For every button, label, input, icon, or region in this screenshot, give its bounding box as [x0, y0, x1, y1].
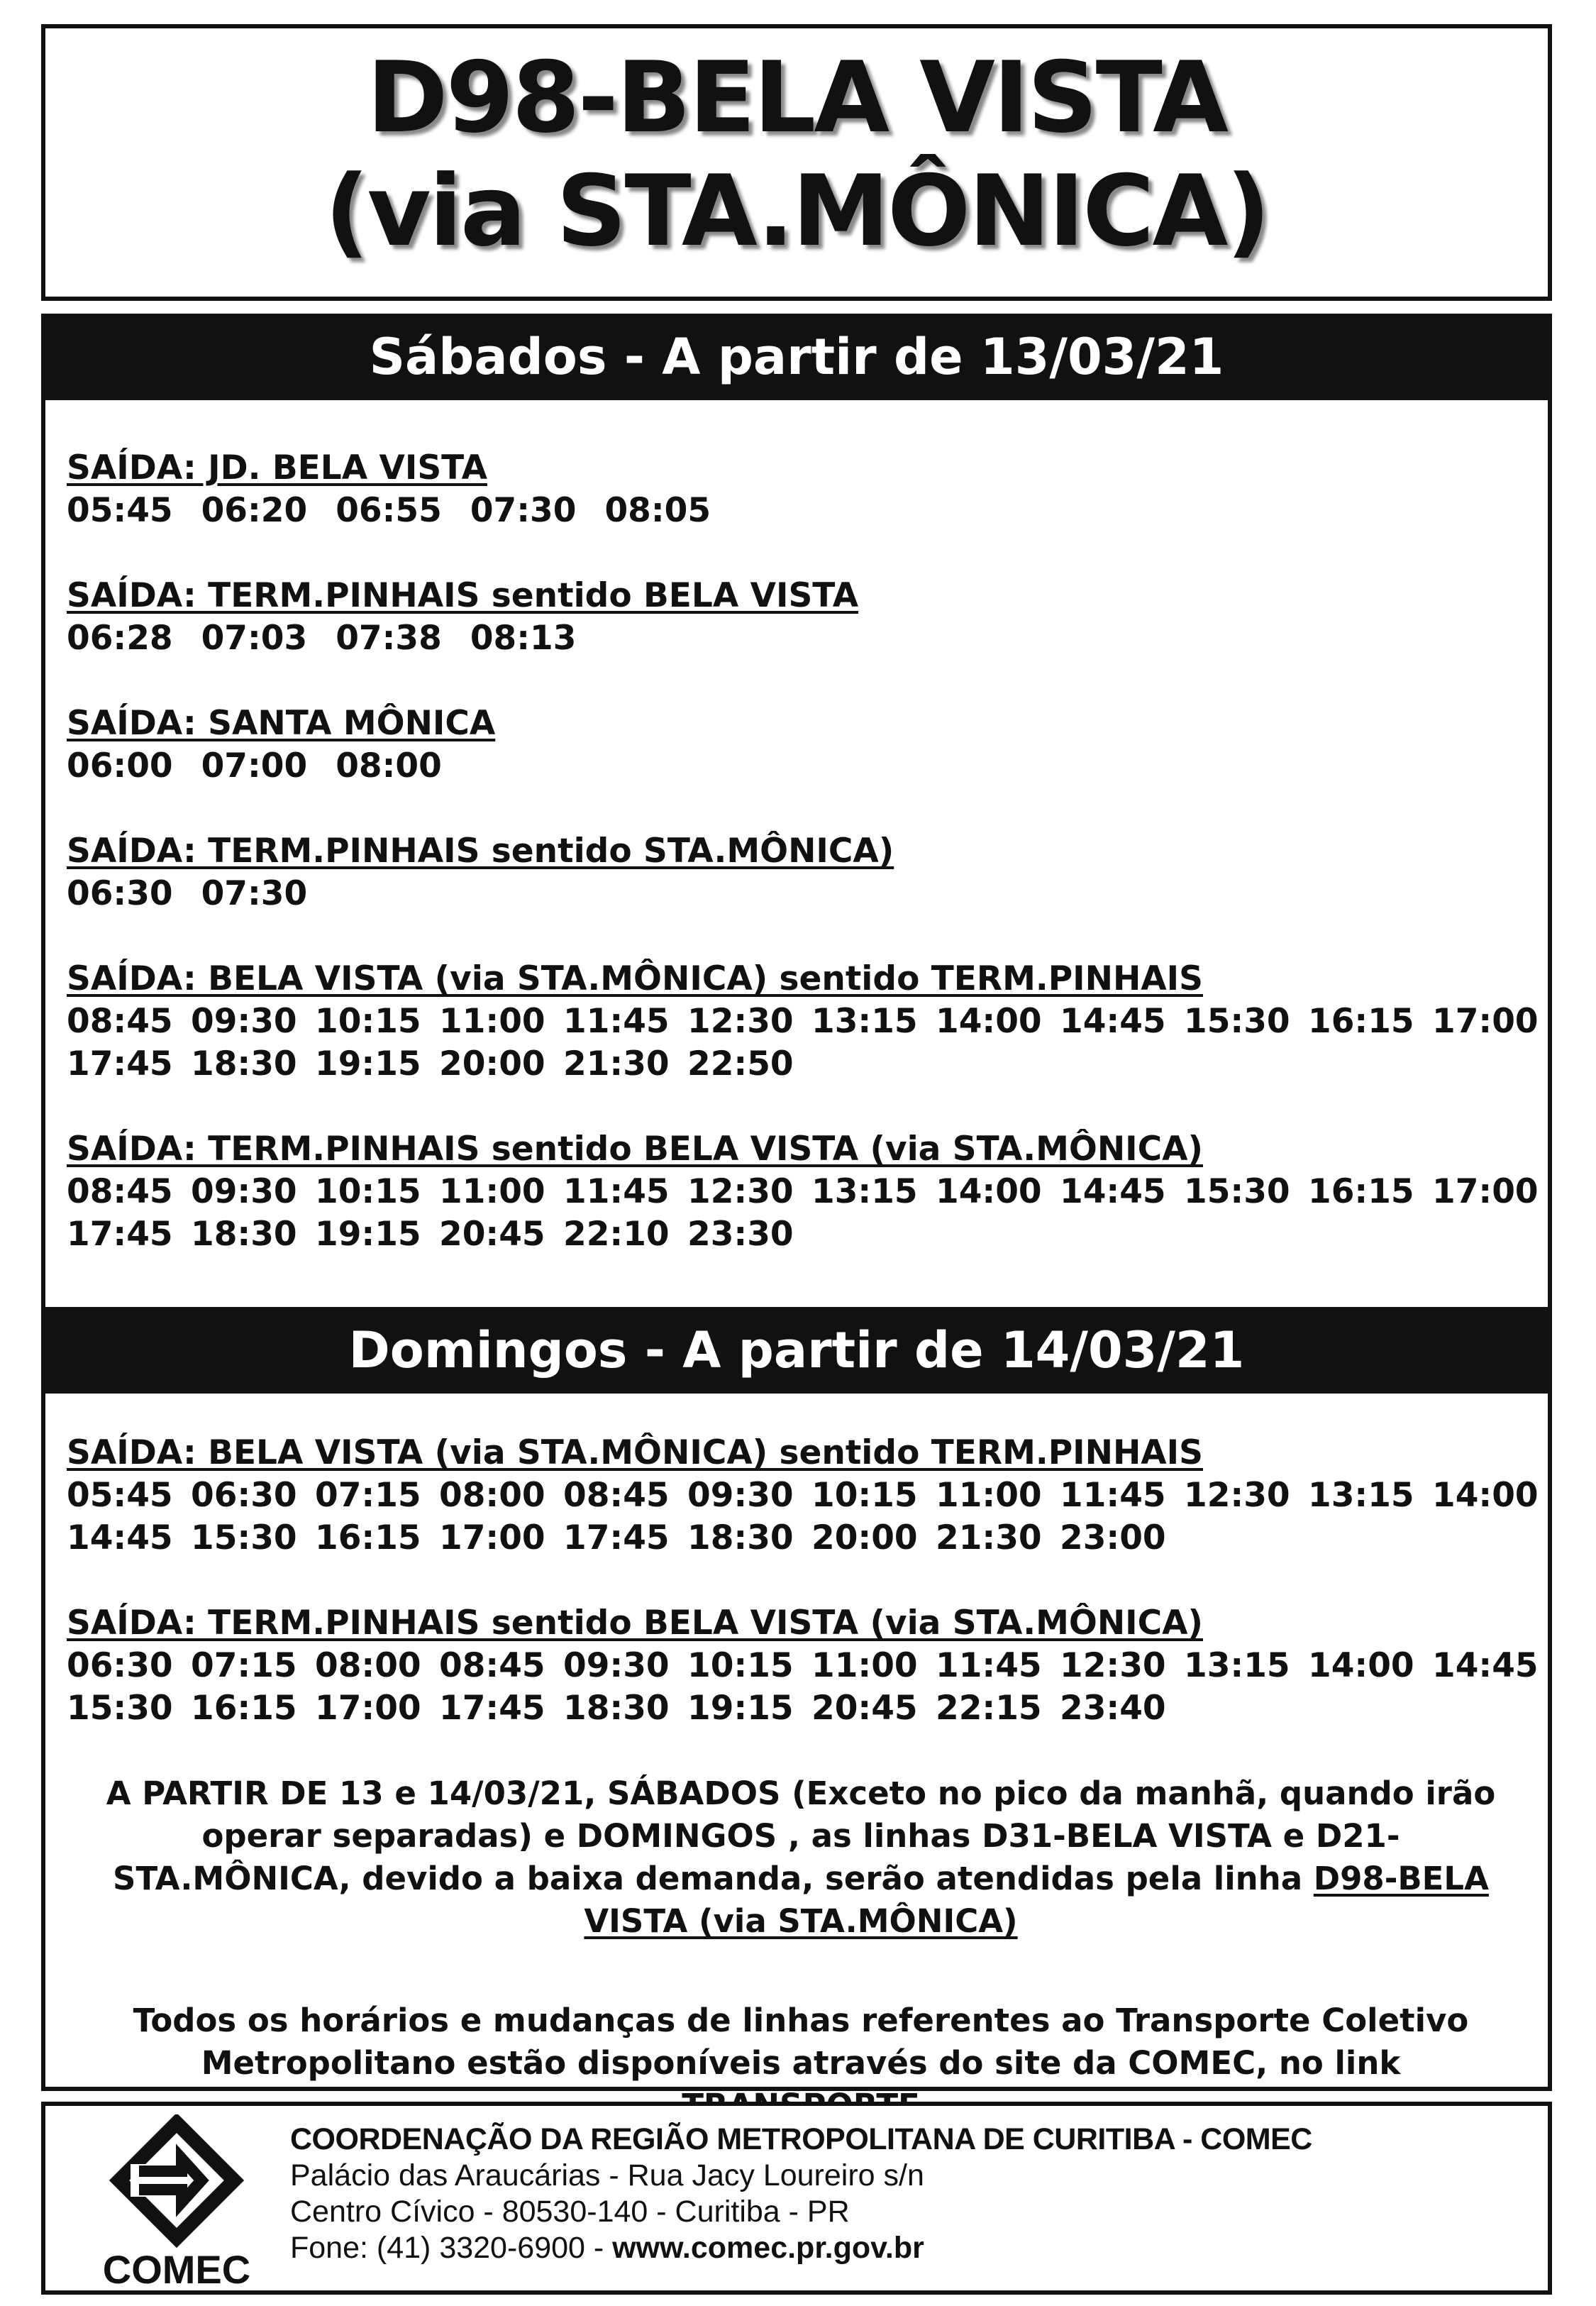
- times-row: [67, 1043, 1528, 1086]
- time: 12:30: [1060, 1646, 1166, 1685]
- route-subtitle: (via STA.MÔNICA): [324, 154, 1269, 268]
- time: 22:15: [936, 1689, 1042, 1728]
- time: 19:15: [315, 1044, 421, 1083]
- time: 09:30: [687, 1476, 794, 1515]
- time: 14:00: [936, 1172, 1042, 1211]
- time: 12:30: [1184, 1476, 1290, 1515]
- address-line-1: Palácio das Araucárias - Rua Jacy Loureiro s/n: [290, 2158, 924, 2192]
- times-row: [67, 1517, 1528, 1560]
- time: 13:15: [1184, 1646, 1290, 1685]
- saturday-section-2: [67, 575, 1528, 660]
- time: 15:30: [191, 1518, 297, 1557]
- times-row: [67, 1474, 1539, 1517]
- time: 17:45: [67, 1044, 173, 1083]
- time: 05:45: [67, 491, 173, 530]
- time: 22:10: [563, 1215, 670, 1254]
- time: 23:00: [1060, 1518, 1166, 1557]
- times-row: [67, 873, 1528, 915]
- section-heading: SAÍDA: BELA VISTA (via STA.MÔNICA) sentido TERM.PINHAIS: [67, 1433, 1204, 1472]
- time: 14:45: [1060, 1002, 1166, 1041]
- time: 11:00: [811, 1646, 918, 1685]
- time: 05:45: [67, 1476, 173, 1515]
- time: 10:15: [315, 1002, 421, 1041]
- time: 11:00: [439, 1172, 545, 1211]
- time: 08:45: [67, 1002, 173, 1041]
- time: 20:45: [811, 1689, 918, 1728]
- time: 06:00: [67, 746, 173, 785]
- times-row: [67, 1645, 1539, 1687]
- time: 18:30: [687, 1518, 794, 1557]
- time: 17:00: [315, 1689, 421, 1728]
- time: 15:30: [1184, 1172, 1290, 1211]
- time: 17:00: [1432, 1002, 1539, 1041]
- saturday-section-3: [67, 702, 1528, 788]
- time: 07:15: [191, 1646, 297, 1685]
- time: 08:45: [439, 1646, 545, 1685]
- time: 17:00: [1432, 1172, 1539, 1211]
- saturday-section-5: [67, 958, 1539, 1086]
- footer-box: [41, 2102, 1552, 2295]
- line-merge-notice: [88, 1772, 1514, 1943]
- time: 13:15: [1308, 1476, 1414, 1515]
- time: 08:45: [67, 1172, 173, 1211]
- time: 21:30: [563, 1044, 670, 1083]
- times-row: [67, 490, 1528, 532]
- org-name: COORDENAÇÃO DA REGIÃO METROPOLITANA DE CURITIBA - COMEC: [290, 2122, 1312, 2156]
- time: 11:00: [936, 1476, 1042, 1515]
- time: 14:00: [1432, 1476, 1539, 1515]
- time: 07:15: [315, 1476, 421, 1515]
- time: 06:30: [67, 1646, 173, 1685]
- times-row: [67, 745, 1528, 788]
- time: 07:30: [470, 491, 577, 530]
- time: 13:15: [811, 1002, 918, 1041]
- time: 16:15: [1308, 1172, 1414, 1211]
- time: 18:30: [563, 1689, 670, 1728]
- schedule-box: [41, 314, 1552, 2091]
- time: 16:15: [315, 1518, 421, 1557]
- sunday-header: Domingos - A partir de 14/03/21: [41, 1307, 1552, 1394]
- time: 08:45: [563, 1476, 670, 1515]
- time: 14:45: [67, 1518, 173, 1557]
- time: 06:30: [191, 1476, 297, 1515]
- time: 18:30: [191, 1215, 297, 1254]
- section-heading: SAÍDA: SANTA MÔNICA: [67, 704, 496, 743]
- time: 11:00: [439, 1002, 545, 1041]
- times-row: [67, 1687, 1528, 1730]
- saturday-section-1: [67, 447, 1528, 532]
- website-link[interactable]: www.comec.pr.gov.br: [612, 2231, 924, 2265]
- times-row: [67, 1000, 1539, 1043]
- time: 19:15: [315, 1215, 421, 1254]
- time: 10:15: [315, 1172, 421, 1211]
- route-title: D98-BELA VISTA: [367, 40, 1226, 155]
- address-line-2: Centro Cívico - 80530-140 - Curitiba - PR: [290, 2195, 850, 2229]
- time: 07:00: [201, 746, 308, 785]
- time: 08:05: [604, 491, 711, 530]
- time: 08:13: [470, 619, 577, 658]
- time: 20:00: [439, 1044, 545, 1083]
- times-row: [67, 1171, 1539, 1213]
- time: 20:45: [439, 1215, 545, 1254]
- time: 11:45: [563, 1172, 670, 1211]
- time: 14:00: [1308, 1646, 1414, 1685]
- time: 10:15: [687, 1646, 794, 1685]
- times-row: [67, 1213, 1528, 1256]
- time: 09:30: [563, 1646, 670, 1685]
- times-row: [67, 617, 1528, 660]
- saturday-section-4: [67, 830, 1528, 915]
- time: 19:15: [687, 1689, 794, 1728]
- time: 08:00: [315, 1646, 421, 1685]
- time: 09:30: [191, 1172, 297, 1211]
- time: 16:15: [1308, 1002, 1414, 1041]
- time: 13:15: [811, 1172, 918, 1211]
- title-box: [41, 24, 1552, 301]
- time: 15:30: [67, 1689, 173, 1728]
- time: 17:45: [563, 1518, 670, 1557]
- time: 06:55: [336, 491, 442, 530]
- comec-logo-text: COMEC: [102, 2247, 251, 2290]
- time: 11:45: [1060, 1476, 1166, 1515]
- time: 08:00: [336, 746, 442, 785]
- time: 17:45: [439, 1689, 545, 1728]
- time: 22:50: [687, 1044, 794, 1083]
- time: 18:30: [191, 1044, 297, 1083]
- time: 14:45: [1432, 1646, 1539, 1685]
- comec-logo: [102, 2114, 251, 2290]
- time: 06:30: [67, 874, 173, 913]
- time: 23:40: [1060, 1689, 1166, 1728]
- sunday-section-1: [67, 1432, 1539, 1560]
- time: 07:30: [201, 874, 308, 913]
- time: 11:45: [563, 1002, 670, 1041]
- saturday-header: Sábados - A partir de 13/03/21: [41, 314, 1552, 400]
- time: 12:30: [687, 1172, 794, 1211]
- notice-line-link: D98-BELA VISTA (via STA.MÔNICA): [584, 1860, 1489, 1940]
- phone-line: [290, 2230, 1312, 2266]
- section-heading: SAÍDA: TERM.PINHAIS sentido BELA VISTA (via STA.MÔNICA): [67, 1604, 1204, 1643]
- section-heading: SAÍDA: BELA VISTA (via STA.MÔNICA) sentido TERM.PINHAIS: [67, 959, 1204, 998]
- time: 06:20: [201, 491, 308, 530]
- time: 16:15: [191, 1689, 297, 1728]
- time: 17:45: [67, 1215, 173, 1254]
- section-heading: SAÍDA: TERM.PINHAIS sentido BELA VISTA: [67, 576, 859, 615]
- time: 11:45: [936, 1646, 1042, 1685]
- saturday-section-6: [67, 1128, 1539, 1256]
- time: 21:30: [936, 1518, 1042, 1557]
- section-heading: SAÍDA: TERM.PINHAIS sentido BELA VISTA (via STA.MÔNICA): [67, 1130, 1204, 1169]
- section-heading: SAÍDA: JD. BELA VISTA: [67, 448, 487, 487]
- time: 07:38: [336, 619, 442, 658]
- time: 23:30: [687, 1215, 794, 1254]
- time: 06:28: [67, 619, 173, 658]
- phone: Fone: (41) 3320-6900 -: [290, 2231, 613, 2265]
- time: 14:45: [1060, 1172, 1166, 1211]
- time: 15:30: [1184, 1002, 1290, 1041]
- time: 14:00: [936, 1002, 1042, 1041]
- time: 20:00: [811, 1518, 918, 1557]
- info-notice: Todos os horários e mudanças de linhas referentes ao Transporte Coletivo Metropolitano estão disponíveis através do site da COMEC, no link: [133, 2002, 1469, 2082]
- time: 17:00: [439, 1518, 545, 1557]
- notice-text: A PARTIR DE 13 e 14/03/21, SÁBADOS (Exceto no pico da manhã, quando irão operar separadas) e DOMINGOS , as linhas D31-BELA VISTA e D21-STA.MÔNICA, devido a baixa demanda, serão atendidas pela linha: [106, 1775, 1496, 1897]
- footer-contact: [290, 2122, 1312, 2266]
- section-heading: SAÍDA: TERM.PINHAIS sentido STA.MÔNICA): [67, 832, 894, 871]
- time: 12:30: [687, 1002, 794, 1041]
- time: 10:15: [811, 1476, 918, 1515]
- time: 08:00: [439, 1476, 545, 1515]
- time: 09:30: [191, 1002, 297, 1041]
- time: 07:03: [201, 619, 308, 658]
- sunday-section-2: [67, 1602, 1539, 1730]
